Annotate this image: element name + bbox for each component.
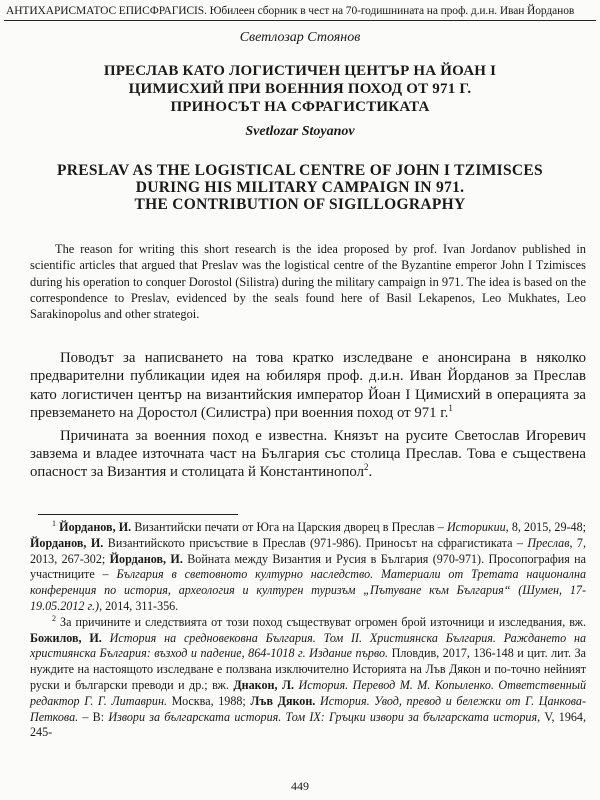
footnote-title: История. Перевод М. М. Копыленко. Ответственный редактор Г. Г. Литаврин. <box>30 677 586 708</box>
footnote-title: Преслав <box>527 535 570 550</box>
footnote-author: Йорданов, И. <box>109 551 183 566</box>
footnote-rule <box>38 514 238 515</box>
footnote-text: , 8, 2015, 29-48; <box>505 520 586 534</box>
footnote-2 <box>30 615 586 741</box>
footnote-text: – В: <box>78 709 109 724</box>
title-en-line: PRESLAV AS THE LOGISTICAL CENTRE OF JOHN I TZIMISCES <box>57 162 543 179</box>
article-title-bg <box>40 62 560 116</box>
footnote-text: , V, 1964, 245- <box>30 709 586 740</box>
footnote-title: Извори за българската история. Том IX: Гръцки извори за българската история <box>108 709 538 724</box>
body-paragraph <box>30 349 586 423</box>
author-name-bg: Светлозар Стоянов <box>239 30 361 45</box>
page-number: 449 <box>291 779 309 793</box>
body-text <box>30 349 586 486</box>
title-bg-line: ЦИМИСХИЙ ПРИ ВОЕННИЯ ПОХОД ОТ 971 Г. <box>128 81 472 97</box>
footnote-text: , 2014, 311-356. <box>99 598 179 613</box>
paragraph-text: Поводът за написването на това кратко изследване е анонсирана в няколко предварителни публикации идея на юбиляря проф. д.и.н. Иван Йорданов за Преслав като логистичен център на византийския император Йоан I Цимисхий в операцията за превземането на Доростол (Силистра) при военния поход от 971 г. <box>30 350 586 422</box>
footnote-title: История на средновековна България. Том II. Християнска България. Раждането на християнска България: възход и падение, 864-1018 г. Издание първо. <box>30 630 586 661</box>
footnote-author: Йорданов, И. <box>59 520 132 534</box>
footnote-author: Йорданов, И. <box>30 535 104 550</box>
title-en-line: THE CONTRIBUTION OF SIGILLOGRAPHY <box>134 196 466 213</box>
footnote-title: История. Увод, превод и бележки от Г. Цанкова-Петкова. <box>30 693 587 724</box>
footnote-text: Москва, 1988; <box>167 693 251 708</box>
title-bg-line: ПРЕСЛАВ КАТО ЛОГИСТИЧЕН ЦЕНТЪР НА ЙОАН I <box>103 63 497 79</box>
author-name-en: Svetlozar Stoyanov <box>245 124 355 139</box>
footnote-text: За причините и следствията от този поход съществуват огромен брой източници и изследвания, вж. <box>60 614 586 629</box>
footnote-author: Лъв Дякон. <box>250 693 316 708</box>
footnote-ref: 1 <box>448 403 453 414</box>
footnote-text: Войната между Византия и Русия в България (970-971). Просопография на участниците – <box>30 551 586 582</box>
title-bg-line: ПРИНОСЪТ НА СФРАГИСТИКАТА <box>170 99 430 115</box>
abstract-en: The reason for writing this short research is the idea proposed by prof. Ivan Jordanov published in scientific articles that argued that Preslav was the logistical centre of the Byzantine emperor John I Tzimisces during his operation to conquer Dorostol (Silistra) during the military campaign in 971. The idea is based on the correspondence to Preslav, evidenced by the seals found here of Basil Lekapenos, Leo Mukhates, Leo Sarakinopolus and other strategoi. <box>30 242 586 322</box>
article-title-en <box>20 162 580 213</box>
footnote-author: Божилов, И. <box>30 630 102 645</box>
footnote-text: Византийски печати от Юга на Царския дворец в Преслав – <box>131 520 447 534</box>
footnote-1 <box>30 520 586 615</box>
footnote-number: 1 <box>52 518 56 528</box>
body-paragraph <box>30 427 586 482</box>
footnote-text: Пловдив, 2017, 136-148 и цит. лит. За нуждите на настоящото изследване е ползвана изключително Историята на Лъв Дякон и по-точно нейният руски и български преводи и др.; вж. <box>30 646 587 692</box>
title-en-line: DURING HIS MILITARY CAMPAIGN IN 971. <box>135 179 465 196</box>
footnote-text: Византийското присъствие в Преслав (971-986). Приносът на сфрагистиката – <box>103 535 528 550</box>
footnote-title: България в световното културно наследство. Материали от Третата национална конференция по история, археология и културен туризъм „Пътуване към България“ (Шумен, 17-19.05.2012 г.) <box>30 567 586 613</box>
footnotes <box>30 520 586 741</box>
footnote-number: 2 <box>52 613 56 623</box>
footnote-author: Днакон, Л. <box>233 677 295 692</box>
header-rule <box>4 20 596 21</box>
paragraph-text: Причината за военния поход е известна. Князът на русите Светослав Игоревич завзема и владее източната част на България със столица Преслав. Това е съществена опасност за Византия и столицата й Константинопол <box>30 427 586 481</box>
running-head: АНТИХАРИСМАТОС ЕПИСФРАГИСІS. Юбилеен сборник в чест на 70-годишнината на проф. д.и.н. Иван Йорданов <box>6 5 575 17</box>
footnote-title: Историкии <box>446 520 506 534</box>
footnote-ref: 2 <box>363 462 369 473</box>
paragraph-end: . <box>368 464 373 481</box>
footnote-text: , 7, 2013, 267-302; <box>30 535 586 566</box>
